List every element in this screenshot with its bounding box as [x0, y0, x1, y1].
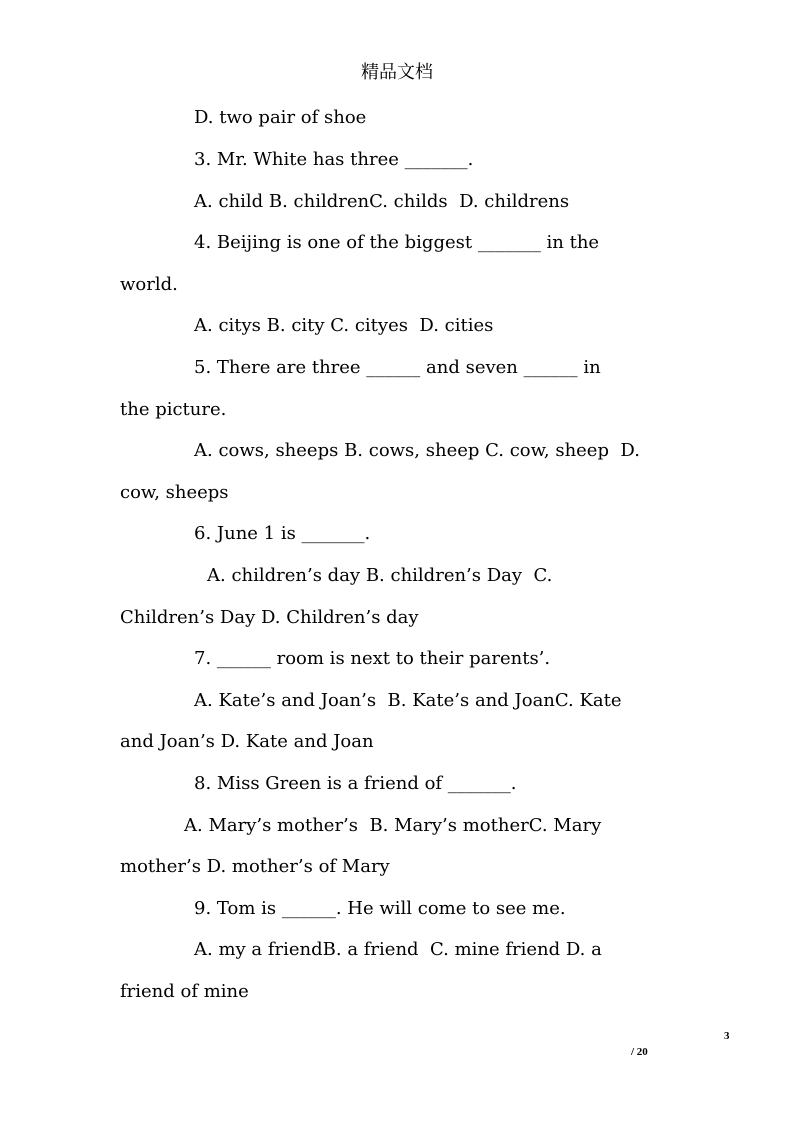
- question-9-options: A. my a friendB. a friend C. mine friend D. a: [194, 939, 602, 960]
- question-4-continued: world.: [120, 274, 178, 295]
- question-5: 5. There are three ______ and seven ______ in: [194, 357, 601, 378]
- page-header-title: 精品文档: [361, 62, 433, 83]
- question-8-options-continued: mother’s D. mother’s of Mary: [120, 856, 390, 877]
- question-5-options-continued: cow, sheeps: [120, 482, 229, 503]
- question-4: 4. Beijing is one of the biggest _______ in the: [194, 232, 600, 253]
- text-line: D. two pair of shoe: [194, 107, 367, 128]
- question-6: 6. June 1 is _______.: [194, 523, 371, 544]
- question-9: 9. Tom is ______. He will come to see me.: [194, 898, 566, 919]
- question-3: 3. Mr. White has three _______.: [194, 149, 474, 170]
- question-7-options-continued: and Joan’s D. Kate and Joan: [120, 731, 374, 752]
- question-5-continued: the picture.: [120, 399, 227, 420]
- question-3-options: A. child B. childrenC. childs D. childrens: [194, 191, 570, 212]
- question-4-options: A. citys B. city C. cityes D. cities: [194, 315, 494, 336]
- question-8: 8. Miss Green is a friend of _______.: [194, 773, 517, 794]
- question-9-options-continued: friend of mine: [120, 981, 249, 1002]
- question-6-options-continued: Children’s Day D. Children’s day: [120, 607, 419, 628]
- question-7-options: A. Kate’s and Joan’s B. Kate’s and JoanC. Kate: [194, 690, 622, 711]
- question-8-options: A. Mary’s mother’s B. Mary’s motherC. Mary: [184, 815, 602, 836]
- question-7: 7. ______ room is next to their parents’.: [194, 648, 551, 669]
- page-total: / 20: [631, 1046, 648, 1058]
- page-number: 3: [724, 1030, 730, 1042]
- question-5-options: A. cows, sheeps B. cows, sheep C. cow, sheep D.: [194, 440, 640, 461]
- question-6-options: A. children’s day B. children’s Day C.: [207, 565, 553, 586]
